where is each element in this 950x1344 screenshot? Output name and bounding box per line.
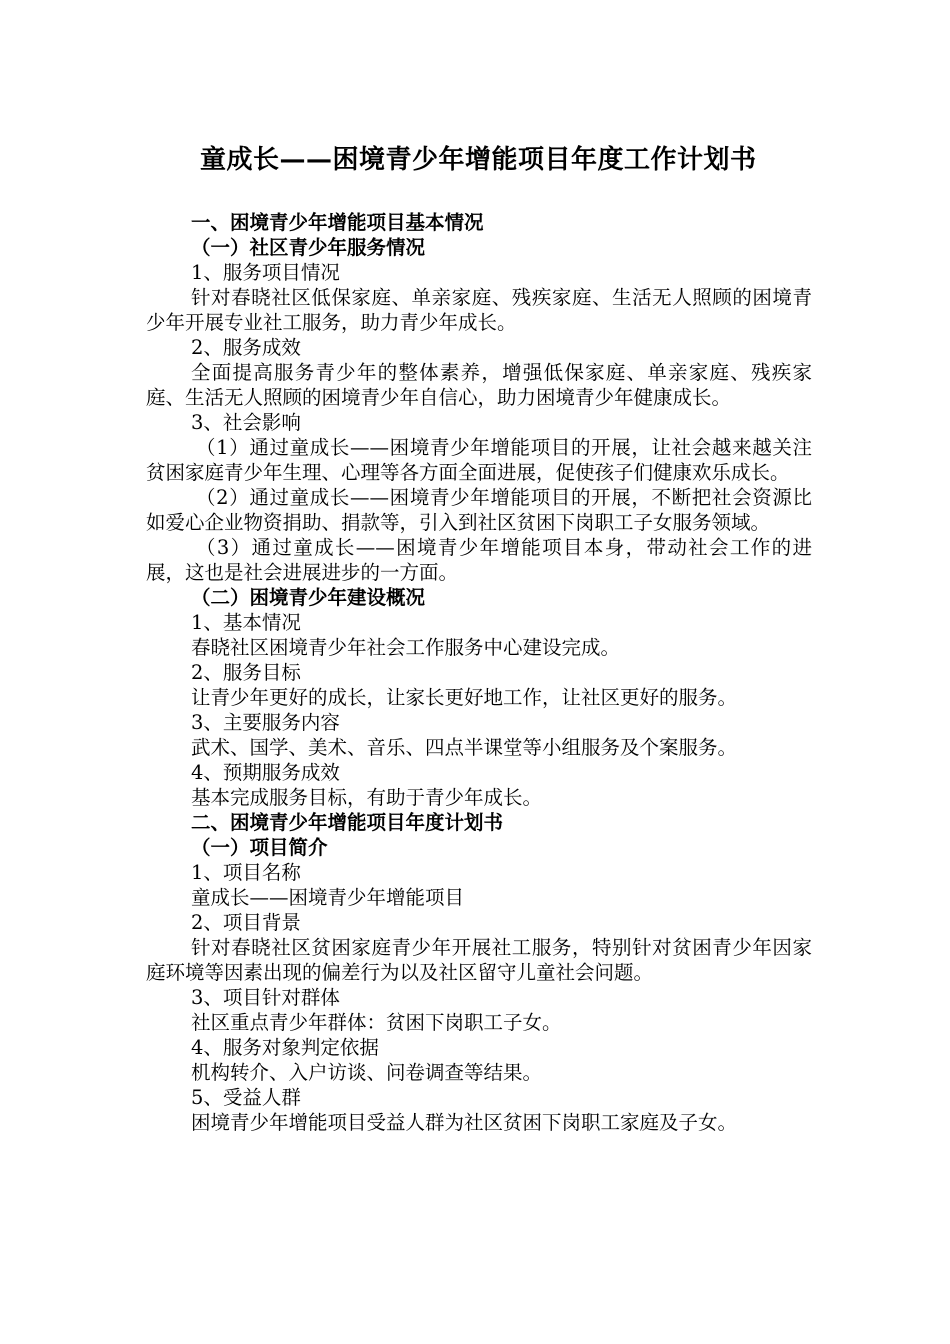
paragraph: （2）通过童成长——困境青少年增能项目的开展，不断把社会资源比如爱心企业物资捐助、捐款等，引入到社区贫困下岗职工子女服务领域。: [146, 486, 812, 534]
paragraph: 武术、国学、美术、音乐、四点半课堂等小组服务及个案服务。: [191, 736, 738, 759]
paragraph: （1）通过童成长——困境青少年增能项目的开展，让社会越来越关注贫困家庭青少年生理、心理等各方面全面进展，促使孩子们健康欢乐成长。: [146, 436, 812, 484]
subsection-heading: （一）社区青少年服务情况: [191, 236, 426, 259]
item-heading: 1、基本情况: [191, 611, 301, 634]
document-body: [146, 210, 812, 1135]
item-heading: 1、服务项目情况: [191, 261, 340, 284]
item-heading: 2、项目背景: [191, 911, 301, 934]
paragraph: 全面提高服务青少年的整体素养，增强低保家庭、单亲家庭、残疾家庭、生活无人照顾的困境青少年自信心，助力困境青少年健康成长。: [146, 361, 812, 409]
item-heading: 4、服务对象判定依据: [191, 1036, 379, 1059]
item-heading: 5、受益人群: [191, 1086, 301, 1109]
item-heading: 1、项目名称: [191, 861, 301, 884]
subsection-heading: （二）困境青少年建设概况: [191, 586, 426, 609]
item-heading: 4、预期服务成效: [191, 761, 340, 784]
paragraph: 基本完成服务目标，有助于青少年成长。: [191, 786, 543, 809]
item-heading: 2、服务目标: [191, 661, 301, 684]
section-heading: 二、困境青少年增能项目年度计划书: [191, 811, 504, 834]
paragraph: 针对春晓社区低保家庭、单亲家庭、残疾家庭、生活无人照顾的困境青少年开展专业社工服务，助力青少年成长。: [146, 286, 812, 334]
item-heading: 3、社会影响: [191, 411, 301, 434]
item-heading: 2、服务成效: [191, 336, 301, 359]
paragraph: 春晓社区困境青少年社会工作服务中心建设完成。: [191, 636, 621, 659]
item-heading: 3、项目针对群体: [191, 986, 340, 1009]
paragraph: 针对春晓社区贫困家庭青少年开展社工服务，特别针对贫困青少年因家庭环境等因素出现的偏差行为以及社区留守儿童社会问题。: [146, 936, 812, 984]
item-heading: 3、主要服务内容: [191, 711, 340, 734]
paragraph: 困境青少年增能项目受益人群为社区贫困下岗职工家庭及子女。: [191, 1111, 738, 1134]
paragraph: 社区重点青少年群体：贫困下岗职工子女。: [191, 1011, 562, 1034]
paragraph: 让青少年更好的成长，让家长更好地工作，让社区更好的服务。: [191, 686, 738, 709]
paragraph: （3）通过童成长——困境青少年增能项目本身，带动社会工作的进展，这也是社会进展进步的一方面。: [146, 536, 812, 584]
subsection-heading: （一）项目简介: [191, 836, 328, 859]
paragraph: 童成长——困境青少年增能项目: [191, 886, 465, 909]
paragraph: 机构转介、入户访谈、问卷调查等结果。: [191, 1061, 543, 1084]
document-title: 童成长——困境青少年增能项目年度工作计划书: [200, 145, 757, 175]
section-heading: 一、困境青少年增能项目基本情况: [191, 211, 484, 234]
